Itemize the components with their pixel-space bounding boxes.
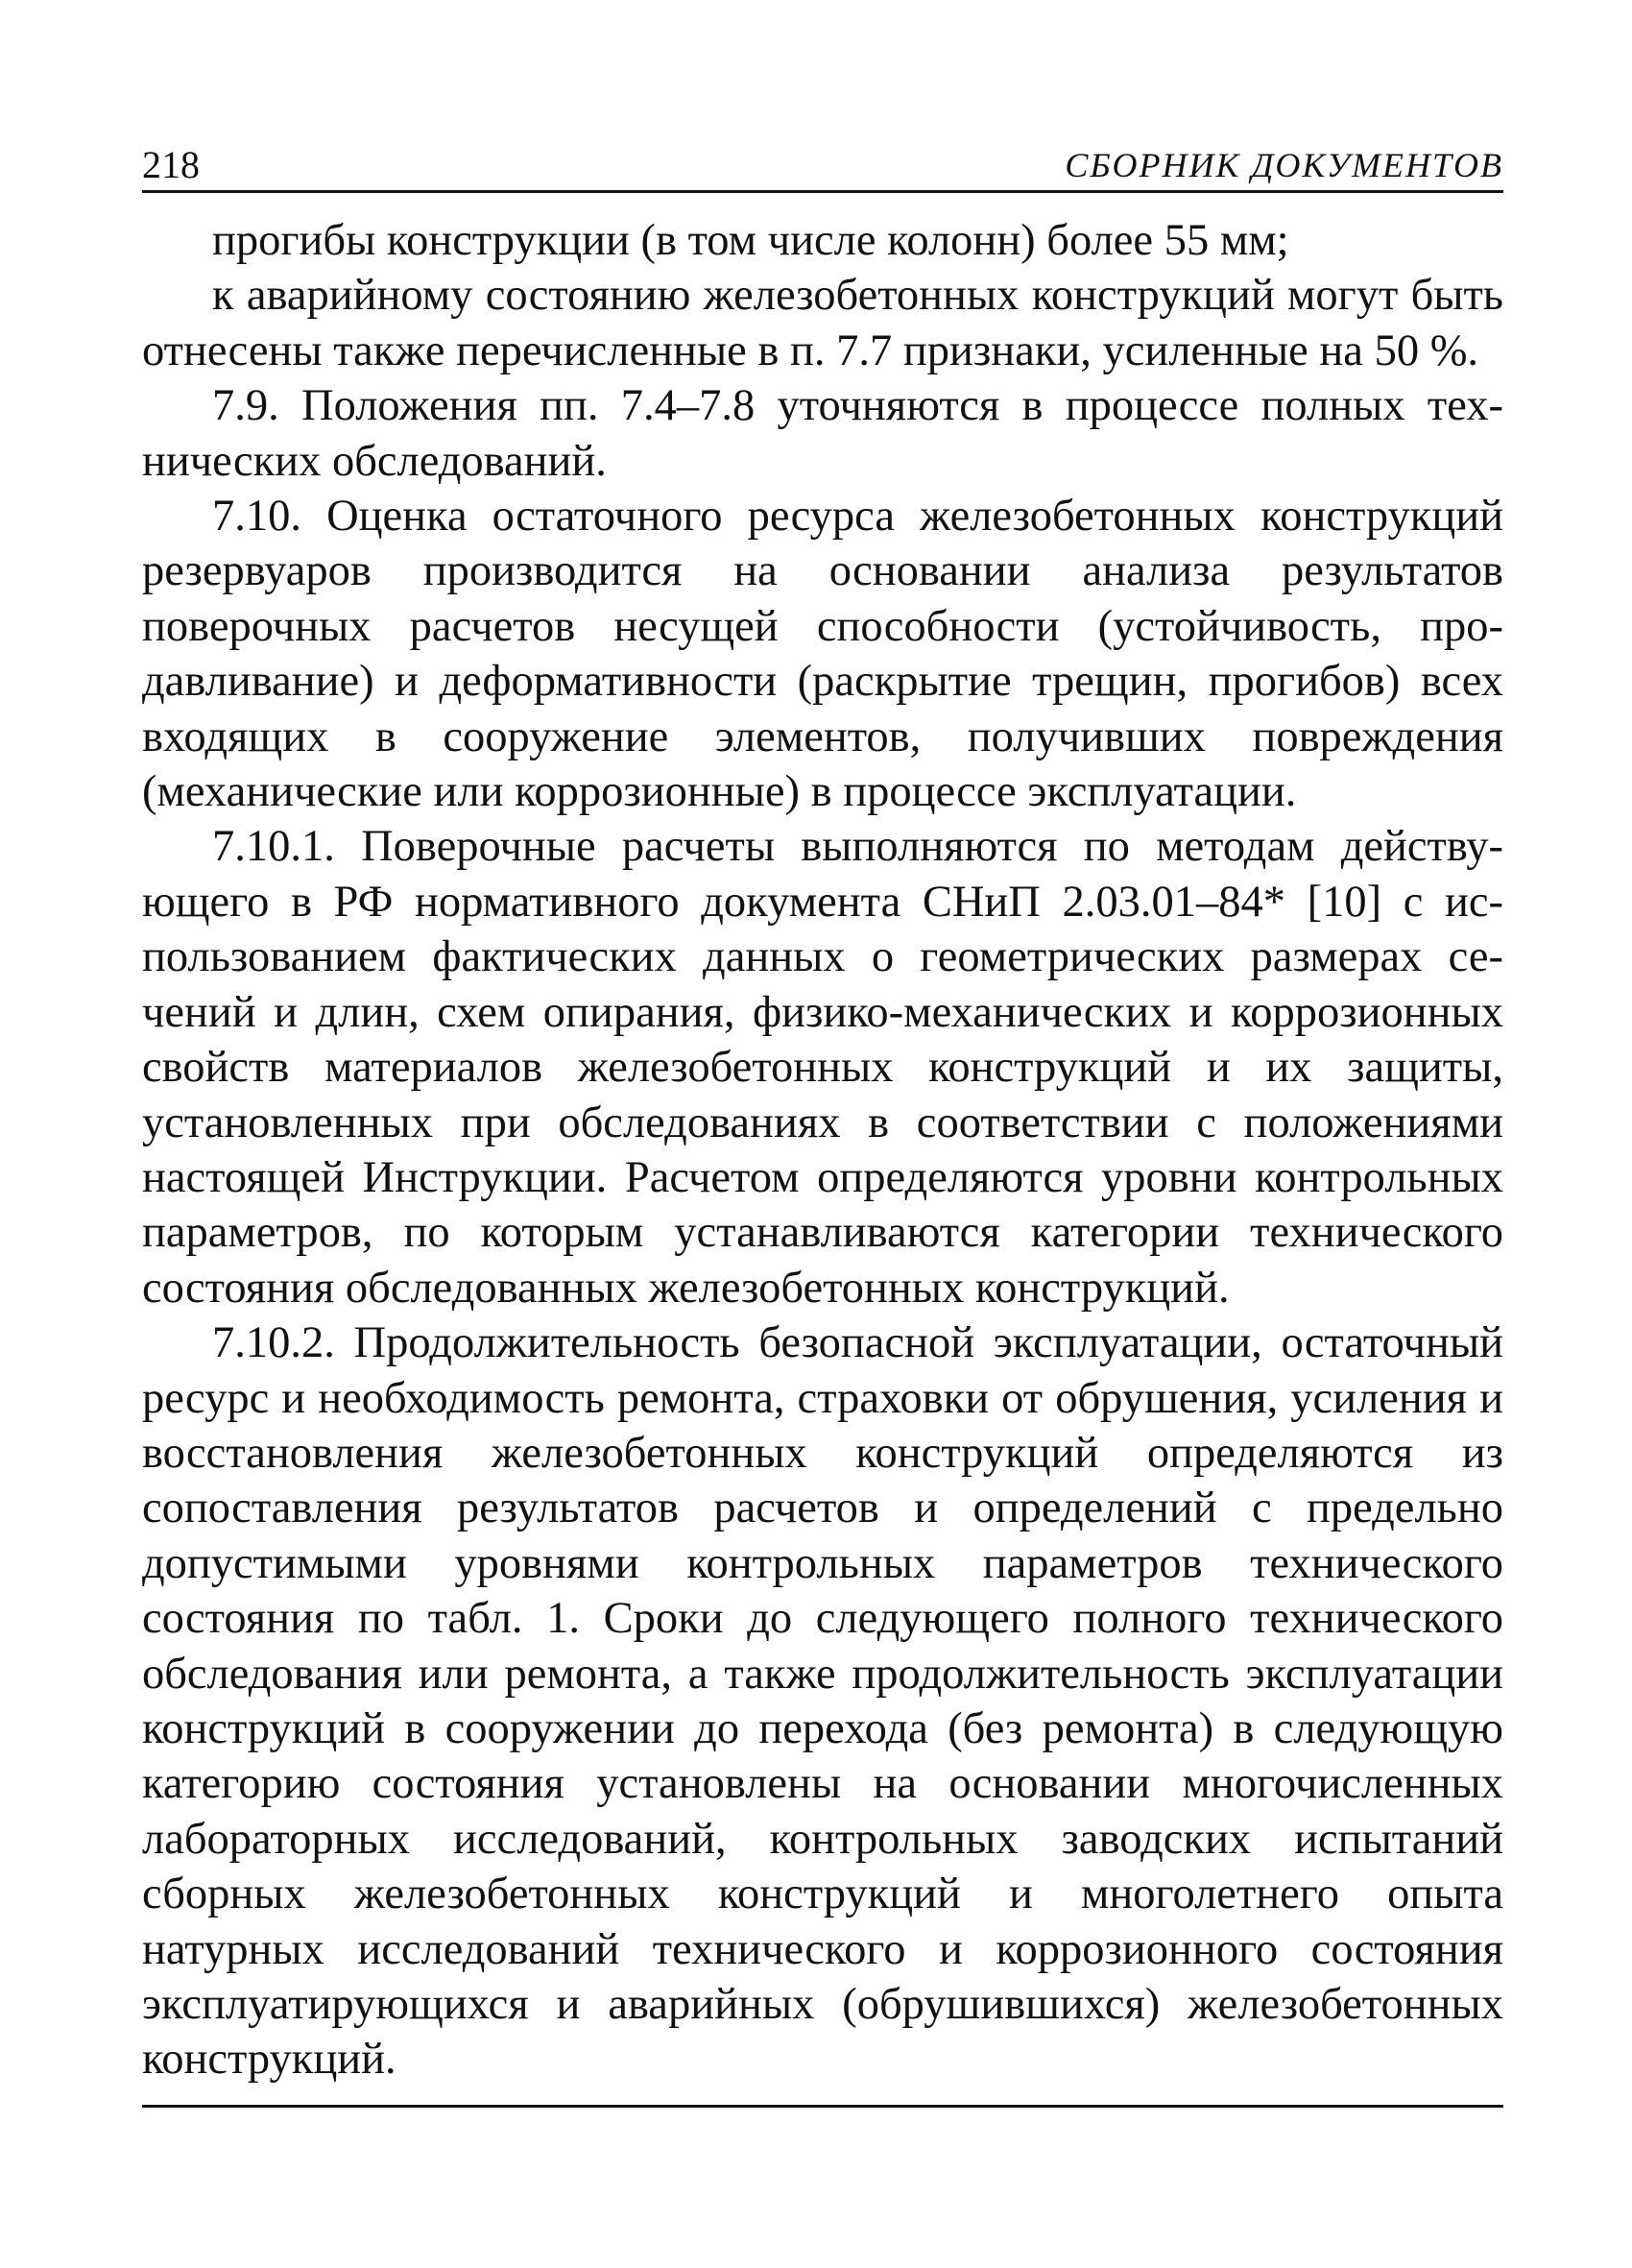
paragraph-7-9: 7.9. Положения пп. 7.4–7.8 уточняются в процессе полных технических обследований. (142, 381, 1503, 486)
running-title: СБОРНИК ДОКУМЕНТОВ (1065, 146, 1503, 184)
body-text (142, 213, 1503, 2087)
paragraph-7-10-2: 7.10.2. Продолжительность безопасной эксплуатации, остаточный ресурс и необходимость ремонта, страховки от обрушения, усиления и восстановления железобетонных конструкций определяются из сопоставления результатов расчетов и определений с предельно допустимыми уровнями контрольных параметров технического состояния по табл. 1. Сроки до следующего полного технического обследования или ремонта, а также продолжительность эксплуатации конструкций в сооружении до перехода (без ремонта) в следующую категорию состояния установлены на основании многочисленных лабораторных исследований, контрольных заводских испытаний сборных железобетонных конструкций и многолетнего опыта натурных исследований технического и коррозионного состояния эксплуатирующихся и аварийных (обрушившихся) железобетонных конструкций. (142, 1318, 1503, 2085)
page-header (142, 136, 1503, 193)
paragraph-7-10-1: 7.10.1. Поверочные расчеты выполняются по методам действующего в РФ нормативного документа СНиП 2.03.01–84* [10] с использованием фактических данных о геометрических размерах сечений и длин, схем опирания, физико-механических и коррозионных свойств материалов железобетонных конструкций и их защиты, установленных при обследованиях в соответствии с положениями настоящей Инструкции. Расчетом определяются уровни контрольных параметров, по которым устанавливаются категории технического состояния обследованных железобетонных конструкций. (142, 822, 1503, 1313)
paragraph-deflection-criterion: прогибы конструкции (в том числе колонн) более 55 мм; (212, 216, 1289, 265)
bottom-rule (142, 2105, 1503, 2108)
page-number: 218 (142, 143, 200, 186)
paragraph-emergency-state: к аварийному состоянию железобетонных конструкций могут быть отнесены также перечисленные в п. 7.7 признаки, усиленные на 50 %. (142, 271, 1503, 375)
paragraph-7-10: 7.10. Оценка остаточного ресурса железобетонных конструкций резервуаров производится на основании анализа результатов поверочных расчетов несущей способности (устойчивость, продавливание) и деформативности (раскрытие трещин, прогибов) всех входящих в сооружение элементов, получивших повреждения (механические или коррозионные) в процессе эксплуатации. (142, 492, 1503, 817)
